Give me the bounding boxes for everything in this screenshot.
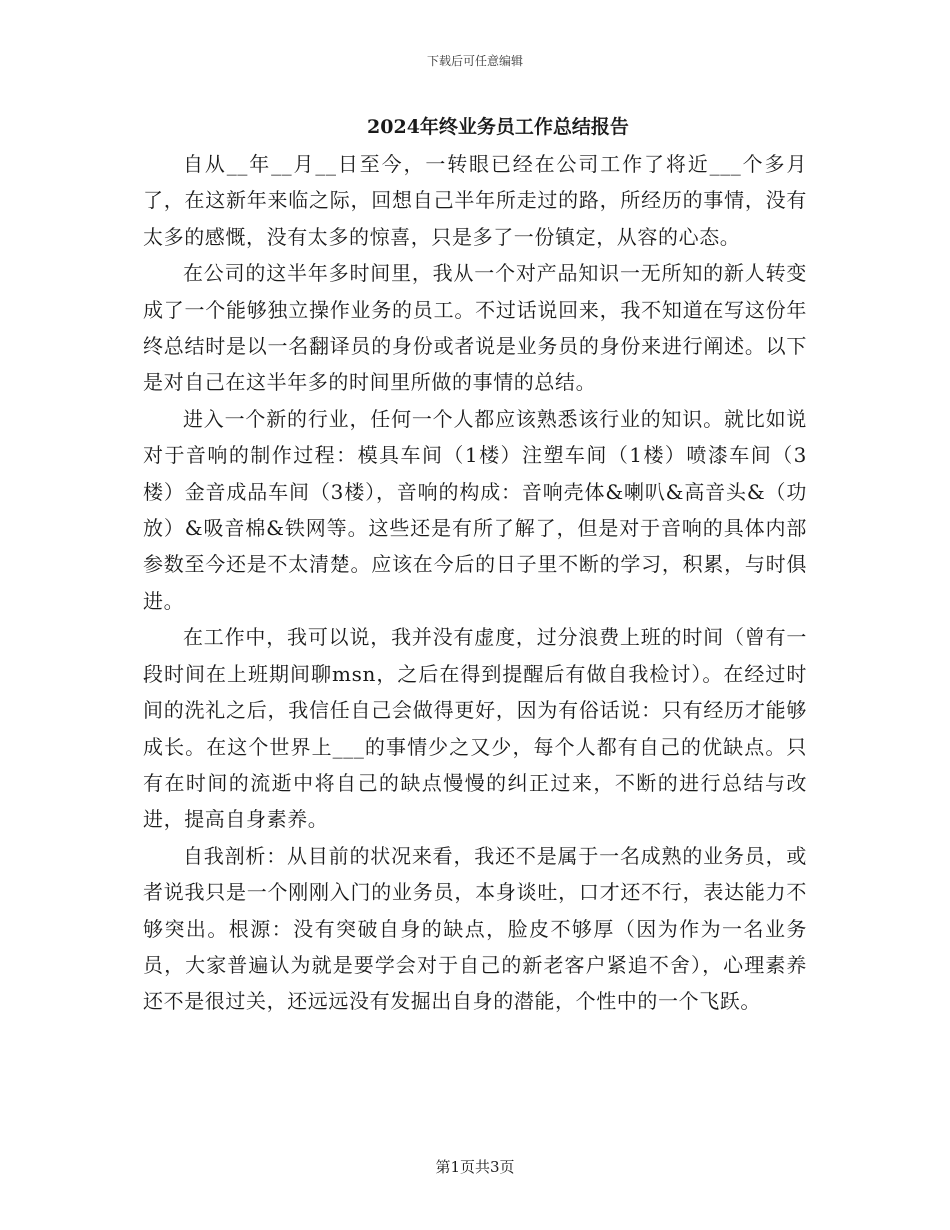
paragraph-1: 自从__年__月__日至今，一转眼已经在公司工作了将近___个多月了，在这新年来临之际，回想自己半年所走过的路，所经历的事情，没有太多的感慨，没有太多的惊喜，只是多了一份镇定，从容的心态。 [143,152,807,249]
paragraph-4: 在工作中，我可以说，我并没有虚度，过分浪费上班的时间（曾有一段时间在上班期间聊msn，之后在得到提醒后有做自我检讨）。在经过时间的洗礼之后，我信任自己会做得更好，因为有俗话说：只有经历才能够成长。在这个世界上___的事情少之又少，每个人都有自己的优缺点。只有在时间的流逝中将自己的缺点慢慢的纠正过来，不断的进行总结与改进，提高自身素养。 [143,625,807,832]
paragraph-2: 在公司的这半年多时间里，我从一个对产品知识一无所知的新人转变成了一个能够独立操作业务的员工。不过话说回来，我不知道在写这份年终总结时是以一名翻译员的身份或者说是业务员的身份来进行阐述。以下是对自己在这半年多的时间里所做的事情的总结。 [143,261,807,395]
page-number: 第1页共3页 [435,1158,515,1176]
header-note: 下载后可任意编辑 [426,54,523,68]
document-title: 2024年终业务员工作总结报告 [367,116,629,138]
document-body [143,146,807,1020]
paragraph-3: 进入一个新的行业，任何一个人都应该熟悉该行业的知识。就比如说对于音响的制作过程：模具车间（1楼）注塑车间（1楼）喷漆车间（3楼）金音成品车间（3楼），音响的构成：音响壳体&喇叭&高音头&（功放）&吸音棉&铁网等。这些还是有所了解了，但是对于音响的具体内部参数至今还是不太清楚。应该在今后的日子里不断的学习，积累，与时俱进。 [143,406,807,613]
paragraph-5: 自我剖析：从目前的状况来看，我还不是属于一名成熟的业务员，或者说我只是一个刚刚入门的业务员，本身谈吐，口才还不行，表达能力不够突出。根源：没有突破自身的缺点，脸皮不够厚（因为作为一名业务员，大家普遍认为就是要学会对于自己的新老客户紧追不舍），心理素养还不是很过关，还远远没有发掘出自身的潜能，个性中的一个飞跃。 [143,843,807,1014]
